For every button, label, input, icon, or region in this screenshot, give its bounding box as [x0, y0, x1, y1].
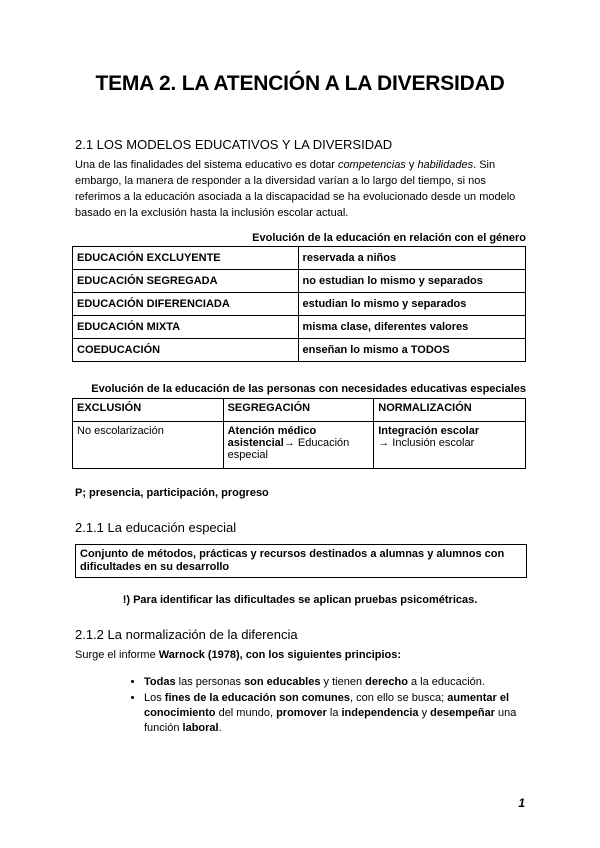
warnock-intro [75, 647, 530, 663]
text-run: Los [144, 692, 165, 704]
bold-run: son educables [244, 676, 321, 688]
table-row [73, 293, 526, 316]
text-run: y [418, 707, 431, 719]
definition-box: Conjunto de métodos, prácticas y recursos destinados a alumnas y alumnos con dificultades en su desarrollo [75, 544, 527, 578]
intro-emphasis-competencias: competencias [337, 159, 406, 171]
table-cell: No escolarización [73, 422, 224, 469]
cell-text: → Educación especial [227, 437, 350, 461]
table-cell: EDUCACIÓN MIXTA [73, 316, 299, 339]
bold-run: fines de la educación son comunes [164, 692, 351, 704]
table-cell: EDUCACIÓN SEGREGADA [73, 270, 299, 293]
table-row [73, 247, 526, 270]
section-heading-2-1-2: 2.1.2 La normalización de la diferencia [75, 627, 298, 642]
table-cell: no estudian lo mismo y separados [298, 270, 525, 293]
list-item [144, 691, 544, 736]
table-cell [223, 422, 374, 469]
bold-run: aumentar el conocimiento [144, 692, 509, 719]
text-run: . [218, 722, 222, 734]
cell-bold-text: Atención médico asistencial [227, 425, 317, 449]
psychometric-note: !) Para identificar las dificultades se aplican pruebas psicométricas. [122, 594, 478, 606]
intro-bold-text: Warnock (1978), con los siguientes principios: [158, 649, 402, 661]
table-header-cell: EXCLUSIÓN [73, 399, 224, 422]
bold-run: derecho [365, 676, 408, 688]
bold-run: Todas [144, 676, 176, 688]
page-number: 1 [518, 796, 525, 810]
text-run: las personas [175, 676, 245, 688]
intro-text-2: . Sin embargo, la manera de responder a la diversidad varían a lo largo del tiempo, si nos referimos a la educación asociada a la discapacidad se ha evolucionado desde un modelo basado en la exclusión hasta la inclusión escolar actual. [75, 159, 516, 219]
text-run: a la educación. [407, 676, 485, 688]
bold-run: promover [276, 707, 327, 719]
table2-caption: Evolución de la educación de las personas con necesidades educativas especiales [91, 383, 526, 395]
text-run: una función [144, 707, 517, 734]
cell-text: → Inclusión escolar [378, 437, 475, 449]
list-item [144, 675, 544, 690]
text-run: del mundo, [215, 707, 277, 719]
table-cell: reservada a niños [298, 247, 525, 270]
intro-text-1: Una de las finalidades del sistema educativo es dotar [75, 159, 338, 171]
table-cell: EDUCACIÓN DIFERENCIADA [73, 293, 299, 316]
table-header-row [73, 399, 526, 422]
section-heading-2-1-1: 2.1.1 La educación especial [75, 520, 237, 535]
table-cell [374, 422, 526, 469]
table-row [73, 270, 526, 293]
special-needs-table [72, 398, 526, 469]
bold-run: desempeñar [430, 707, 495, 719]
table-row [73, 339, 526, 362]
table-cell: misma clase, diferentes valores [298, 316, 525, 339]
principles-list [128, 675, 544, 737]
bold-run: independencia [341, 707, 419, 719]
bold-run: laboral [182, 722, 219, 734]
table-row [73, 422, 526, 469]
intro-paragraph [75, 157, 530, 221]
table-cell: estudian lo mismo y separados [298, 293, 525, 316]
intro-text-and: y [405, 159, 418, 171]
text-run: , con ello se busca; [350, 692, 448, 704]
gender-education-table [72, 246, 526, 362]
table-cell: enseñan lo mismo a TODOS [298, 339, 525, 362]
ppp-note: P; presencia, participación, progreso [75, 487, 269, 499]
intro-plain-text: Surge el informe [75, 649, 159, 661]
intro-emphasis-habilidades: habilidades [417, 159, 474, 171]
cell-bold-text: Integración escolar [378, 425, 480, 437]
table-cell: EDUCACIÓN EXCLUYENTE [73, 247, 299, 270]
document-title: TEMA 2. LA ATENCIÓN A LA DIVERSIDAD [95, 72, 505, 95]
table-header-cell: NORMALIZACIÓN [374, 399, 526, 422]
table-header-cell: SEGREGACIÓN [223, 399, 374, 422]
table-row [73, 316, 526, 339]
text-run: la [326, 707, 342, 719]
section-heading-2-1: 2.1 LOS MODELOS EDUCATIVOS Y LA DIVERSIDAD [75, 137, 393, 152]
table1-caption: Evolución de la educación en relación con el género [252, 232, 526, 244]
text-run: y tienen [320, 676, 366, 688]
table-cell: COEDUCACIÓN [73, 339, 299, 362]
